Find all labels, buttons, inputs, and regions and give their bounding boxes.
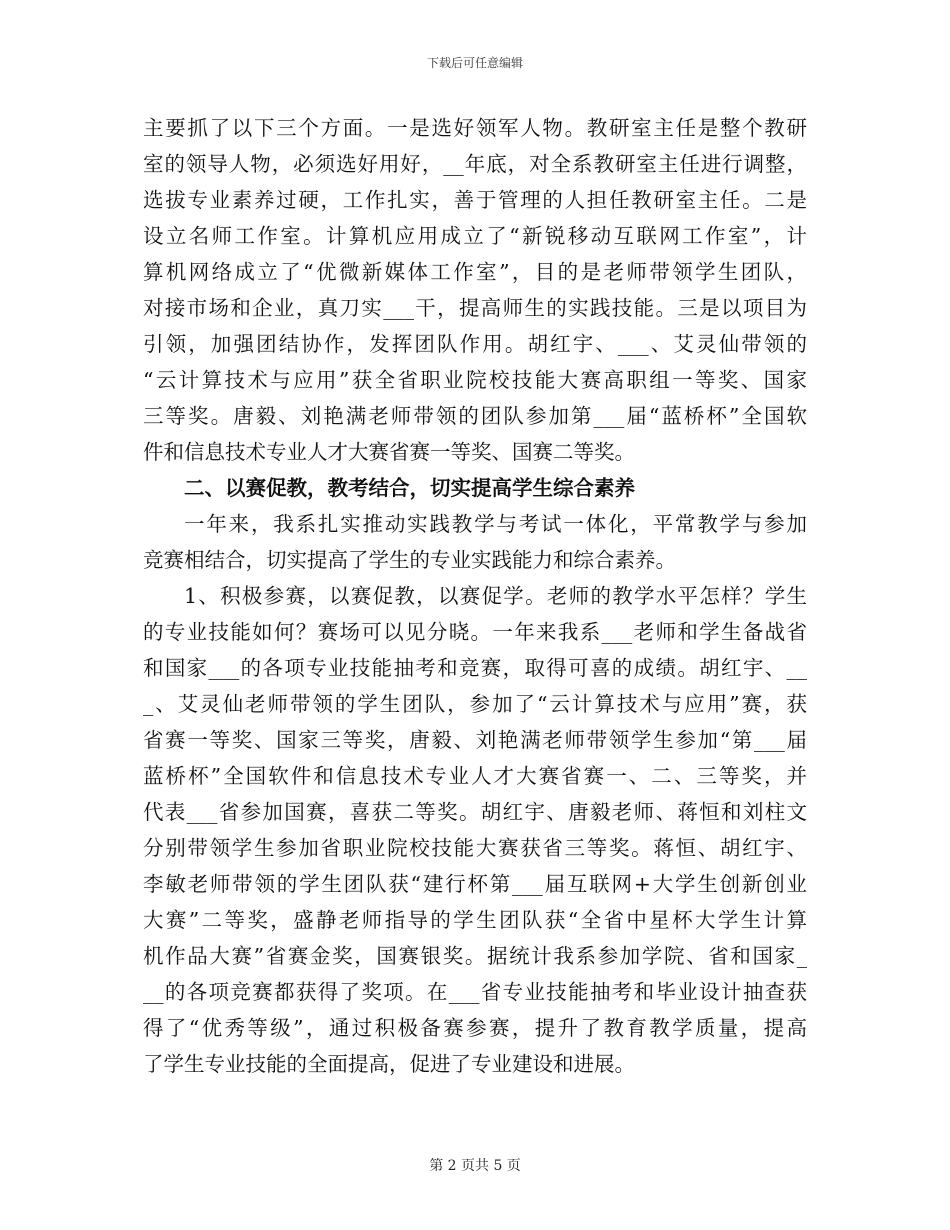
paragraph-line: 竞赛相结合，切实提高了学生的专业实践能力和综合素养。 [143, 548, 676, 572]
page-header-note: 下载后可任意编辑 [426, 56, 523, 70]
document-body [143, 110, 807, 1082]
paragraph-line: 代表___省参加国赛，喜获二等奖。胡红宇、唐毅老师、蒋恒和刘柱文 [143, 800, 807, 824]
paragraph-line: 和国家___的各项专业技能抽考和竞赛，取得可喜的成绩。胡红宇、__ [143, 656, 807, 680]
paragraph-line: 的专业技能如何？赛场可以见分晓。一年来我系___老师和学生备战省 [143, 620, 807, 644]
paragraph-line: __的各项竞赛都获得了奖项。在___省专业技能抽考和毕业设计抽查获 [143, 980, 807, 1004]
paragraph-line: _、艾灵仙老师带领的学生团队，参加了“云计算技术与应用”赛，获 [143, 692, 807, 716]
paragraph-line: 件和信息技术专业人才大赛省赛一等奖、国赛二等奖。 [143, 440, 635, 464]
paragraph-line: 蓝桥杯”全国软件和信息技术专业人才大赛省赛一、二、三等奖，并 [143, 764, 807, 788]
paragraph-line: 省赛一等奖、国家三等奖，唐毅、刘艳满老师带领学生参加“第___届 [143, 728, 807, 752]
paragraph-line: 引领，加强团结协作，发挥团队作用。胡红宇、___、艾灵仙带领的 [143, 332, 807, 356]
paragraph-line: 得了“优秀等级”，通过积极备赛参赛，提升了教育教学质量，提高 [143, 1016, 807, 1040]
page-number-footer: 第 2 页共 5 页 [429, 1158, 521, 1174]
paragraph-line: 了学生专业技能的全面提高，促进了专业建设和进展。 [143, 1052, 635, 1076]
paragraph-line: 李敏老师带领的学生团队获“建行杯第___届互联网+大学生创新创业 [143, 872, 807, 896]
paragraph-line: 对接市场和企业，真刀实___干，提高师生的实践技能。三是以项目为 [143, 296, 807, 320]
paragraph-line: “云计算技术与应用”获全省职业院校技能大赛高职组一等奖、国家 [143, 368, 807, 392]
paragraph-line: 算机网络成立了“优微新媒体工作室”，目的是老师带领学生团队， [143, 260, 807, 284]
paragraph-line: 三等奖。唐毅、刘艳满老师带领的团队参加第___届“蓝桥杯”全国软 [143, 404, 807, 428]
paragraph-line: 选拔专业素养过硬，工作扎实，善于管理的人担任教研室主任。二是 [143, 188, 807, 212]
paragraph-line: 机作品大赛”省赛金奖，国赛银奖。据统计我系参加学院、省和国家_ [143, 944, 807, 968]
paragraph-line: 大赛”二等奖，盛静老师指导的学生团队获“全省中星杯大学生计算 [143, 908, 807, 932]
paragraph-line: 1、积极参赛，以赛促教，以赛促学。老师的教学水平怎样？学生 [184, 584, 807, 608]
paragraph-line: 分别带领学生参加省职业院校技能大赛获省三等奖。蒋恒、胡红宇、 [143, 836, 807, 860]
paragraph-line: 室的领导人物，必须选好用好，__年底，对全系教研室主任进行调整， [143, 152, 807, 176]
paragraph-line: 设立名师工作室。计算机应用成立了“新锐移动互联网工作室”，计 [143, 224, 807, 248]
paragraph-line: 一年来，我系扎实推动实践教学与考试一体化，平常教学与参加 [184, 512, 807, 536]
paragraph-line: 主要抓了以下三个方面。一是选好领军人物。教研室主任是整个教研 [143, 116, 807, 140]
section-heading: 二、以赛促教，教考结合，切实提高学生综合素养 [184, 476, 635, 500]
